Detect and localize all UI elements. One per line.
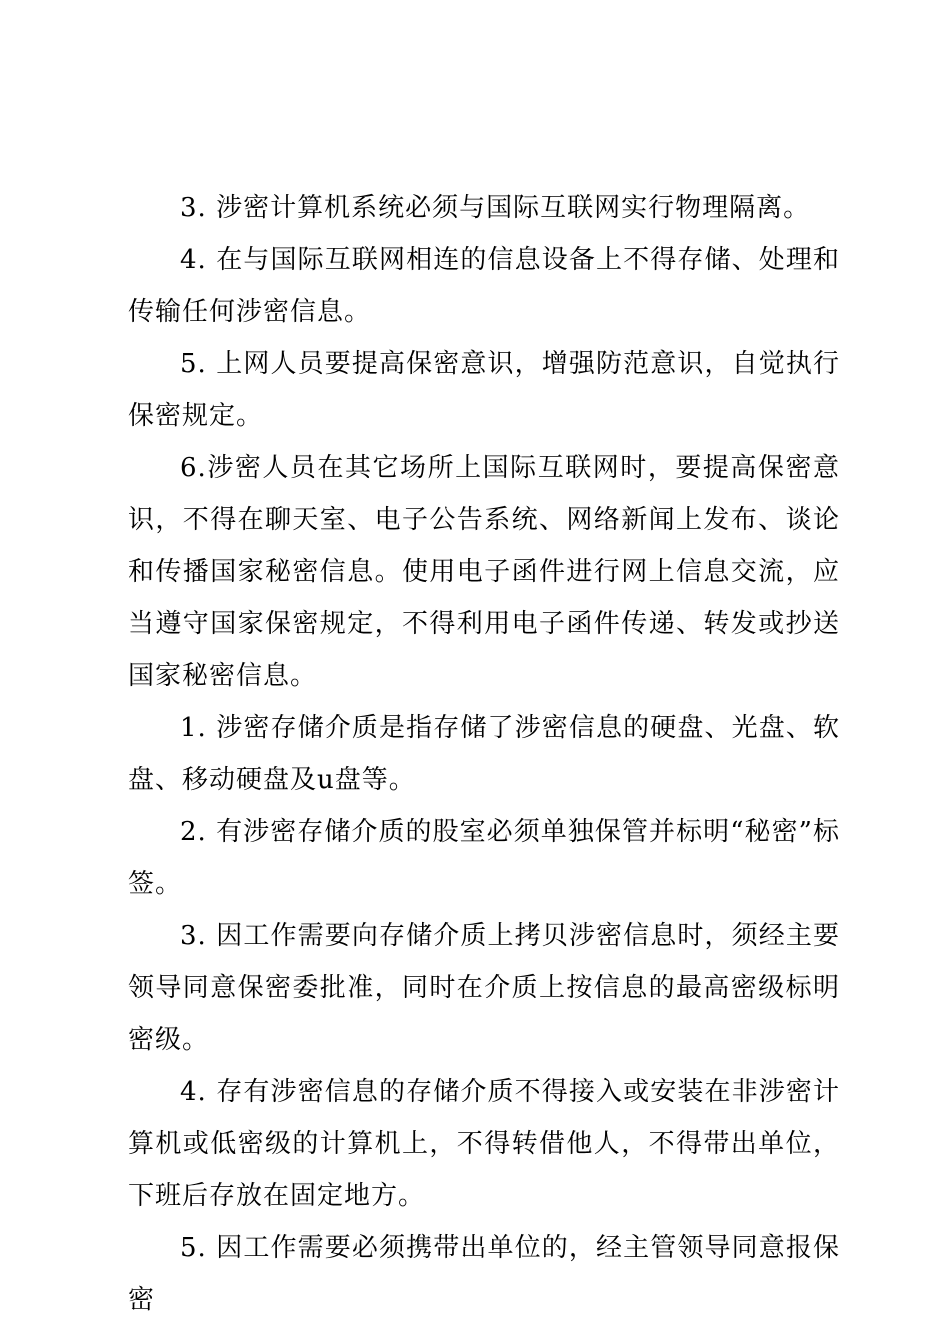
paragraph-media-5-take-out-approval: 5. 因工作需要必须携带出单位的，经主管领导同意报保密 — [128, 1233, 840, 1315]
paragraph-media-2-labeling: 2. 有涉密存储介质的股室必须单独保管并标明“秘密”标签。 — [128, 817, 840, 899]
paragraph-media-3-copy-approval: 3. 因工作需要向存储介质上拷贝涉密信息时，须经主要领导同意保密委批准，同时在介质上按信息的最高密级标明密级。 — [128, 921, 840, 1055]
paragraph-rule-5-security-awareness: 5. 上网人员要提高保密意识，增强防范意识，自觉执行保密规定。 — [128, 349, 840, 431]
paragraph-rule-6-external-internet-use: 6.涉密人员在其它场所上国际互联网时，要提高保密意识，不得在聊天室、电子公告系统、网络新闻上发布、谈论和传播国家秘密信息。使用电子函件进行网上信息交流，应当遵守国家保密规定，不得利用电子函件传递、转发或抄送国家秘密信息。 — [128, 453, 840, 691]
paragraph-rule-3-physical-isolation: 3. 涉密计算机系统必须与国际互联网实行物理隔离。 — [180, 193, 811, 223]
paragraph-media-1-definition: 1. 涉密存储介质是指存储了涉密信息的硬盘、光盘、软盘、移动硬盘及u盘等。 — [128, 713, 840, 795]
paragraph-media-4-storage-restrictions: 4. 存有涉密信息的存储介质不得接入或安装在非涉密计算机或低密级的计算机上，不得转借他人，不得带出单位，下班后存放在固定地方。 — [128, 1077, 840, 1211]
paragraph-rule-4-no-secret-on-internet-devices: 4. 在与国际互联网相连的信息设备上不得存储、处理和传输任何涉密信息。 — [128, 245, 840, 327]
document-page — [128, 182, 840, 1326]
